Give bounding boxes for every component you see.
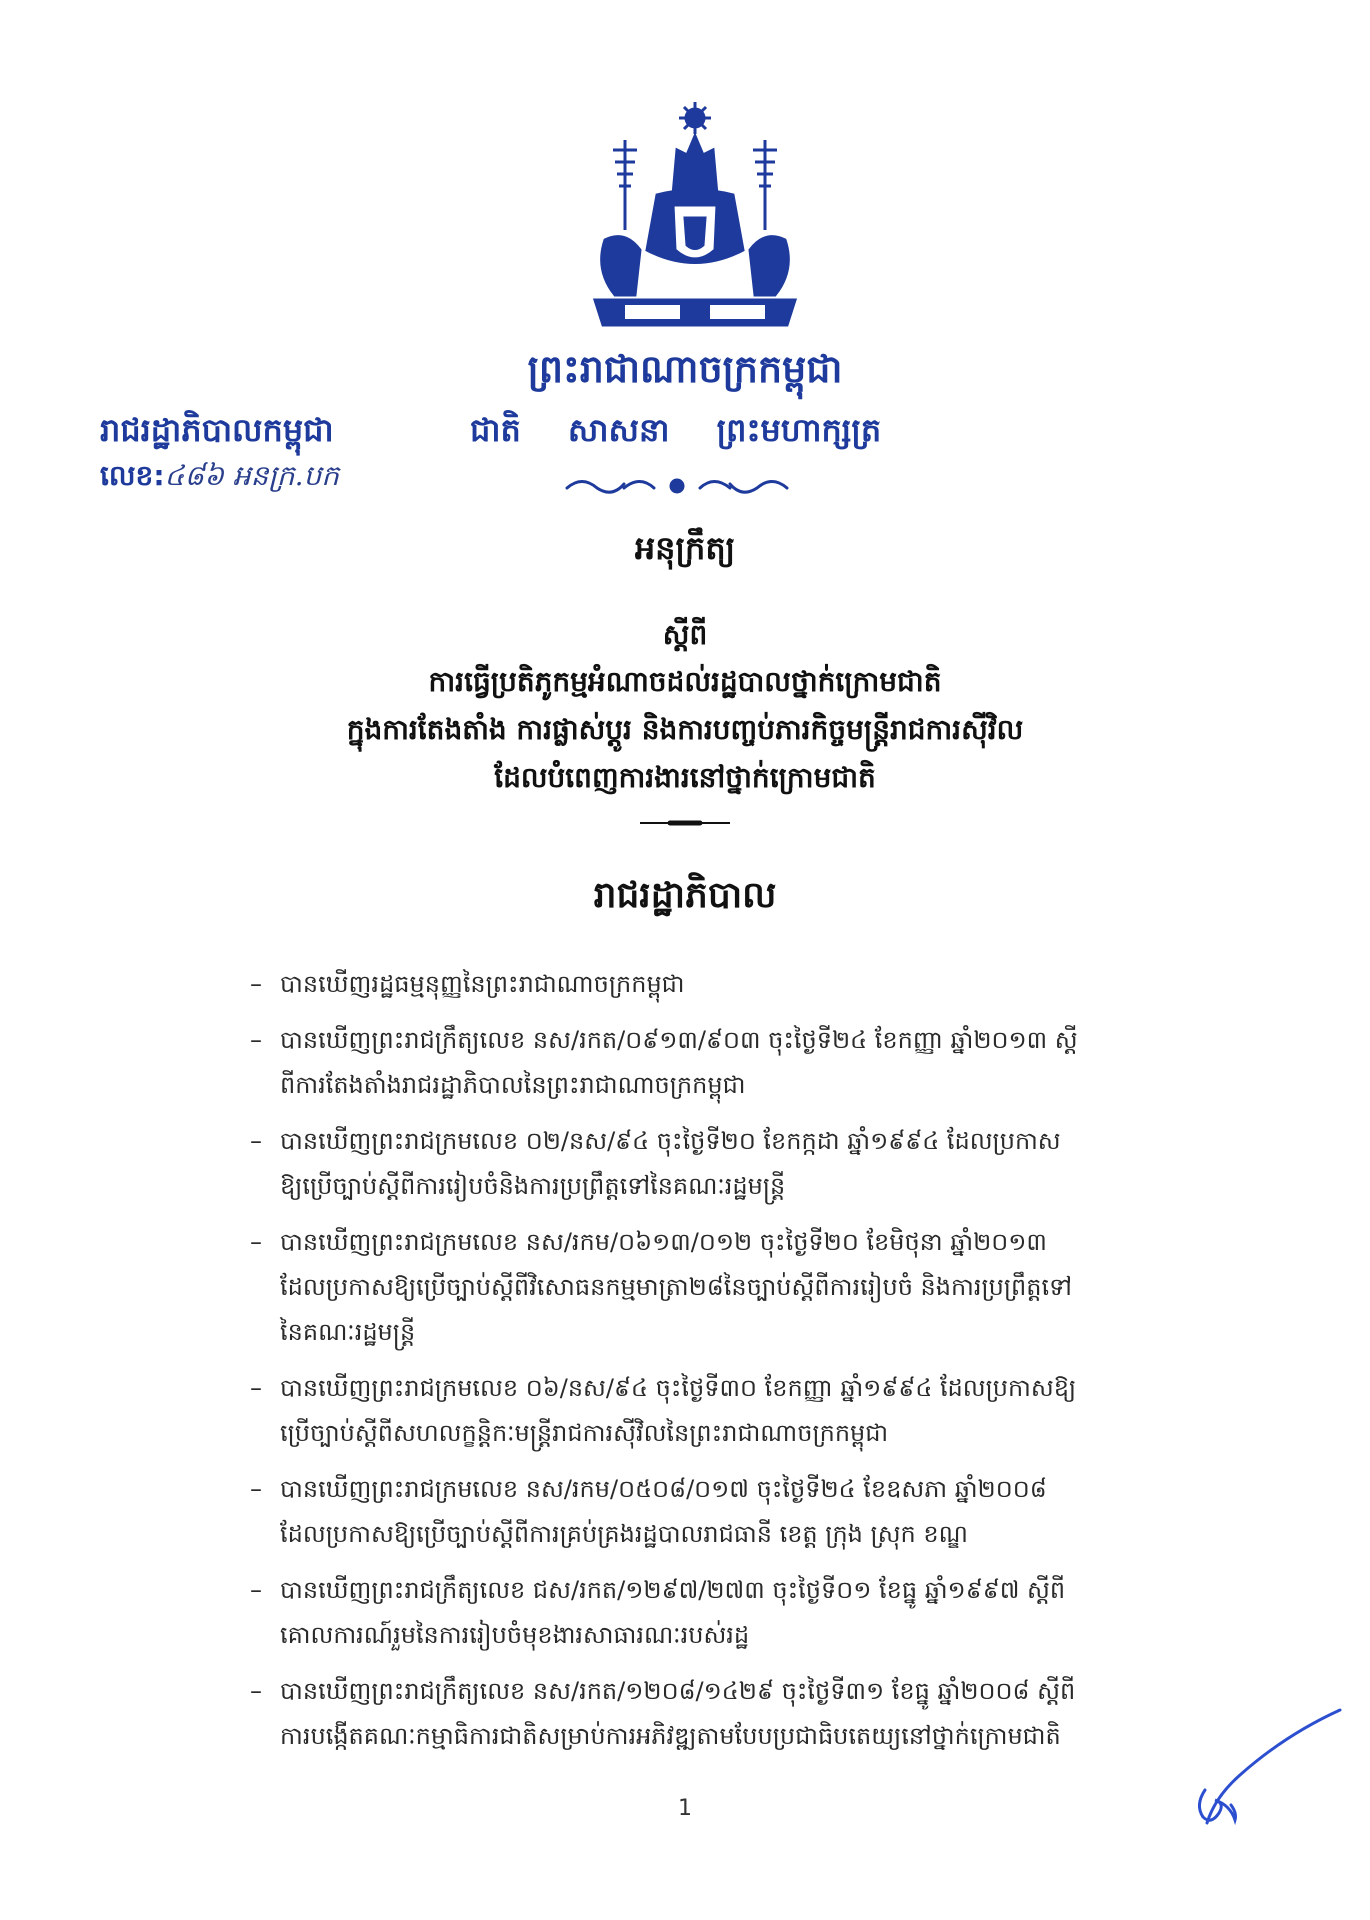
motto-nation: ជាតិ (470, 411, 521, 449)
list-item: – បានឃើញព្រះរាជក្រឹត្យលេខ នស/រកត/១២០៨/១៤២៩ ចុះថ្ងៃទី៣១ ខែធ្នូ ឆ្នាំ២០០៨ ស្តីពី ការបង្កើតគណៈកម្មាធិការជាតិសម្រាប់ការអភិវឌ្ឍតាមបែបប្រជាធិបតេយ្យនៅថ្នាក់ក្រោមជាតិ (250, 1669, 1240, 1759)
motto-king: ព្រះមហាក្សត្រ (716, 411, 882, 449)
list-item-line: បានឃើញព្រះរាជក្រមលេខ នស/រកម/០៦១៣/០១២ ចុះថ្ងៃទី២០ ខែមិថុនា ឆ្នាំ២០១៣ (280, 1228, 1047, 1256)
list-item-line: ប្រើច្បាប់ស្តីពីសហលក្ខន្តិកៈមន្ត្រីរាជការស៊ីវិលនៃព្រះរាជាណាចក្រកម្ពុជា (280, 1419, 889, 1447)
list-item: – បានឃើញព្រះរាជក្រមលេខ ០២/នស/៩៤ ចុះថ្ងៃទី២០ ខែកក្កដា ឆ្នាំ១៩៩៤ ដែលប្រកាស ឱ្យប្រើច្បាប់ស្តីពីការរៀបចំនិងការប្រព្រឹត្តទៅនៃគណៈរដ្ឋមន្ត្រី (250, 1119, 1240, 1209)
list-item-line: នៃគណៈរដ្ឋមន្ត្រី (280, 1318, 416, 1346)
national-motto (470, 407, 917, 453)
list-item: – បានឃើញព្រះរាជក្រមលេខ នស/រកម/០៥០៨/០១៧ ចុះថ្ងៃទី២៤ ខែឧសភា ឆ្នាំ២០០៨ ដែលប្រកាសឱ្យប្រើច្បាប់ស្តីពីការគ្រប់គ្រងរដ្ឋបាលរាជធានី ខេត្ត ក្រុង ស្រុក ខណ្ឌ (250, 1467, 1240, 1557)
list-item-line: គោលការណ៍រួមនៃការរៀបចំមុខងារសាធារណៈរបស់រដ្ឋ (280, 1621, 750, 1649)
preamble-list (250, 962, 1240, 1770)
list-item-line: បានឃើញព្រះរាជក្រឹត្យលេខ នស/រកត/១២០៨/១៤២៩ ចុះថ្ងៃទី៣១ ខែធ្នូ ឆ្នាំ២០០៨ ស្តីពី (280, 1677, 1076, 1705)
kingdom-title: ព្រះរាជាណាចក្រកម្ពុជា (527, 347, 843, 391)
subject-line-2: ក្នុងការតែងតាំង ការផ្លាស់ប្តូរ និងការបញ្ចប់ភារកិច្ចមន្ត្រីរាជការស៊ីវិល (346, 713, 1024, 746)
list-item-line: បានឃើញរដ្ឋធម្មនុញ្ញនៃព្រះរាជាណាចក្រកម្ពុជា (280, 970, 685, 998)
list-item: – បានឃើញព្រះរាជក្រមលេខ ០៦/នស/៩៤ ចុះថ្ងៃទី៣០ ខែកញ្ញា ឆ្នាំ១៩៩៤ ដែលប្រកាសឱ្យ ប្រើច្បាប់ស្តីពីសហលក្ខន្តិកៈមន្ត្រីរាជការស៊ីវិលនៃព្រះរាជាណាចក្រកម្ពុជា (250, 1366, 1240, 1456)
issuer-heading: រាជរដ្ឋាភិបាល (593, 875, 777, 916)
list-item: – បានឃើញព្រះរាជក្រមលេខ នស/រកម/០៦១៣/០១២ ចុះថ្ងៃទី២០ ខែមិថុនា ឆ្នាំ២០១៣ ដែលប្រកាសឱ្យប្រើច្បាប់ស្តីពីវិសោធនកម្មមាត្រា២៨នៃច្បាប់ស្តីពីការរៀបចំ និងការប្រព្រឹត្តទៅ នៃគណៈរដ្ឋមន្ត្រី (250, 1220, 1240, 1355)
motto-religion: សាសនា (567, 411, 670, 449)
list-item-line: បានឃើញព្រះរាជក្រមលេខ នស/រកម/០៥០៨/០១៧ ចុះថ្ងៃទី២៤ ខែឧសភា ឆ្នាំ២០០៨ (280, 1475, 1047, 1503)
list-item-line: ដែលប្រកាសឱ្យប្រើច្បាប់ស្តីពីវិសោធនកម្មមាត្រា២៨នៃច្បាប់ស្តីពីការរៀបចំ និងការប្រព្រឹត្តទៅ (280, 1273, 1072, 1301)
line-divider-icon (640, 820, 730, 826)
list-item-line: ឱ្យប្រើច្បាប់ស្តីពីការរៀបចំនិងការប្រព្រឹត្តទៅនៃគណៈរដ្ឋមន្ត្រី (280, 1172, 786, 1200)
list-item: – បានឃើញព្រះរាជក្រឹត្យលេខ នស/រកត/០៩១៣/៩០៣ ចុះថ្ងៃទី២៤ ខែកញ្ញា ឆ្នាំ២០១៣ ស្តី ពីការតែងតាំងរាជរដ្ឋាភិបាលនៃព្រះរាជាណាចក្រកម្ពុជា (250, 1018, 1240, 1108)
page-number: 1 (678, 1796, 692, 1821)
list-item-line: បានឃើញព្រះរាជក្រឹត្យលេខ ជស/រកត/១២៩៧/២៧៣ ចុះថ្ងៃទី០១ ខែធ្នូ ឆ្នាំ១៩៩៧ ស្តីពី (280, 1576, 1066, 1604)
subject-line-1: ការធ្វើប្រតិភូកម្មអំណាចដល់រដ្ឋបាលថ្នាក់ក្រោមជាតិ (428, 665, 942, 698)
document-number (100, 453, 339, 499)
document-number-label: លេខ: (100, 459, 165, 492)
document-number-value: ៤៨៦ អនក្រ.បក (164, 459, 340, 492)
list-item-line: ការបង្កើតគណៈកម្មាធិការជាតិសម្រាប់ការអភិវឌ្ឍតាមបែបប្រជាធិបតេយ្យនៅថ្នាក់ក្រោមជាតិ (280, 1722, 1061, 1750)
list-item-line: បានឃើញព្រះរាជក្រមលេខ ០៦/នស/៩៤ ចុះថ្ងៃទី៣០ ខែកញ្ញា ឆ្នាំ១៩៩៤ ដែលប្រកាសឱ្យ (280, 1374, 1077, 1402)
subject-line-3: ដែលបំពេញការងារនៅថ្នាក់ក្រោមជាតិ (494, 761, 876, 794)
list-item: – បានឃើញព្រះរាជក្រឹត្យលេខ ជស/រកត/១២៩៧/២៧៣ ចុះថ្ងៃទី០១ ខែធ្នូ ឆ្នាំ១៩៩៧ ស្តីពី គោលការណ៍រួមនៃការរៀបចំមុខងារសាធារណៈរបស់រដ្ឋ (250, 1568, 1240, 1658)
royal-arms-emblem-icon (565, 100, 825, 340)
list-item: – បានឃើញរដ្ឋធម្មនុញ្ញនៃព្រះរាជាណាចក្រកម្ពុជា (250, 962, 1240, 1007)
list-item-line: ដែលប្រកាសឱ្យប្រើច្បាប់ស្តីពីការគ្រប់គ្រងរដ្ឋបាលរាជធានី ខេត្ត ក្រុង ស្រុក ខណ្ឌ (280, 1520, 968, 1548)
subject-block (0, 612, 1370, 802)
issuer-block (100, 407, 339, 499)
government-name: រាជរដ្ឋាភិបាលកម្ពុជា (100, 411, 334, 449)
list-item-line: ពីការតែងតាំងរាជរដ្ឋាភិបាលនៃព្រះរាជាណាចក្រកម្ពុជា (280, 1071, 746, 1099)
subject-label: ស្តីពី (662, 618, 708, 651)
list-item-line: បានឃើញព្រះរាជក្រឹត្យលេខ នស/រកត/០៩១៣/៩០៣ ចុះថ្ងៃទី២៤ ខែកញ្ញា ឆ្នាំ២០១៣ ស្តី (280, 1026, 1078, 1054)
list-item-line: បានឃើញព្រះរាជក្រមលេខ ០២/នស/៩៤ ចុះថ្ងៃទី២០ ខែកក្កដា ឆ្នាំ១៩៩៤ ដែលប្រកាស (280, 1127, 1061, 1155)
ornament-divider-icon (562, 470, 792, 500)
document-type: អនុក្រឹត្យ (634, 529, 736, 567)
